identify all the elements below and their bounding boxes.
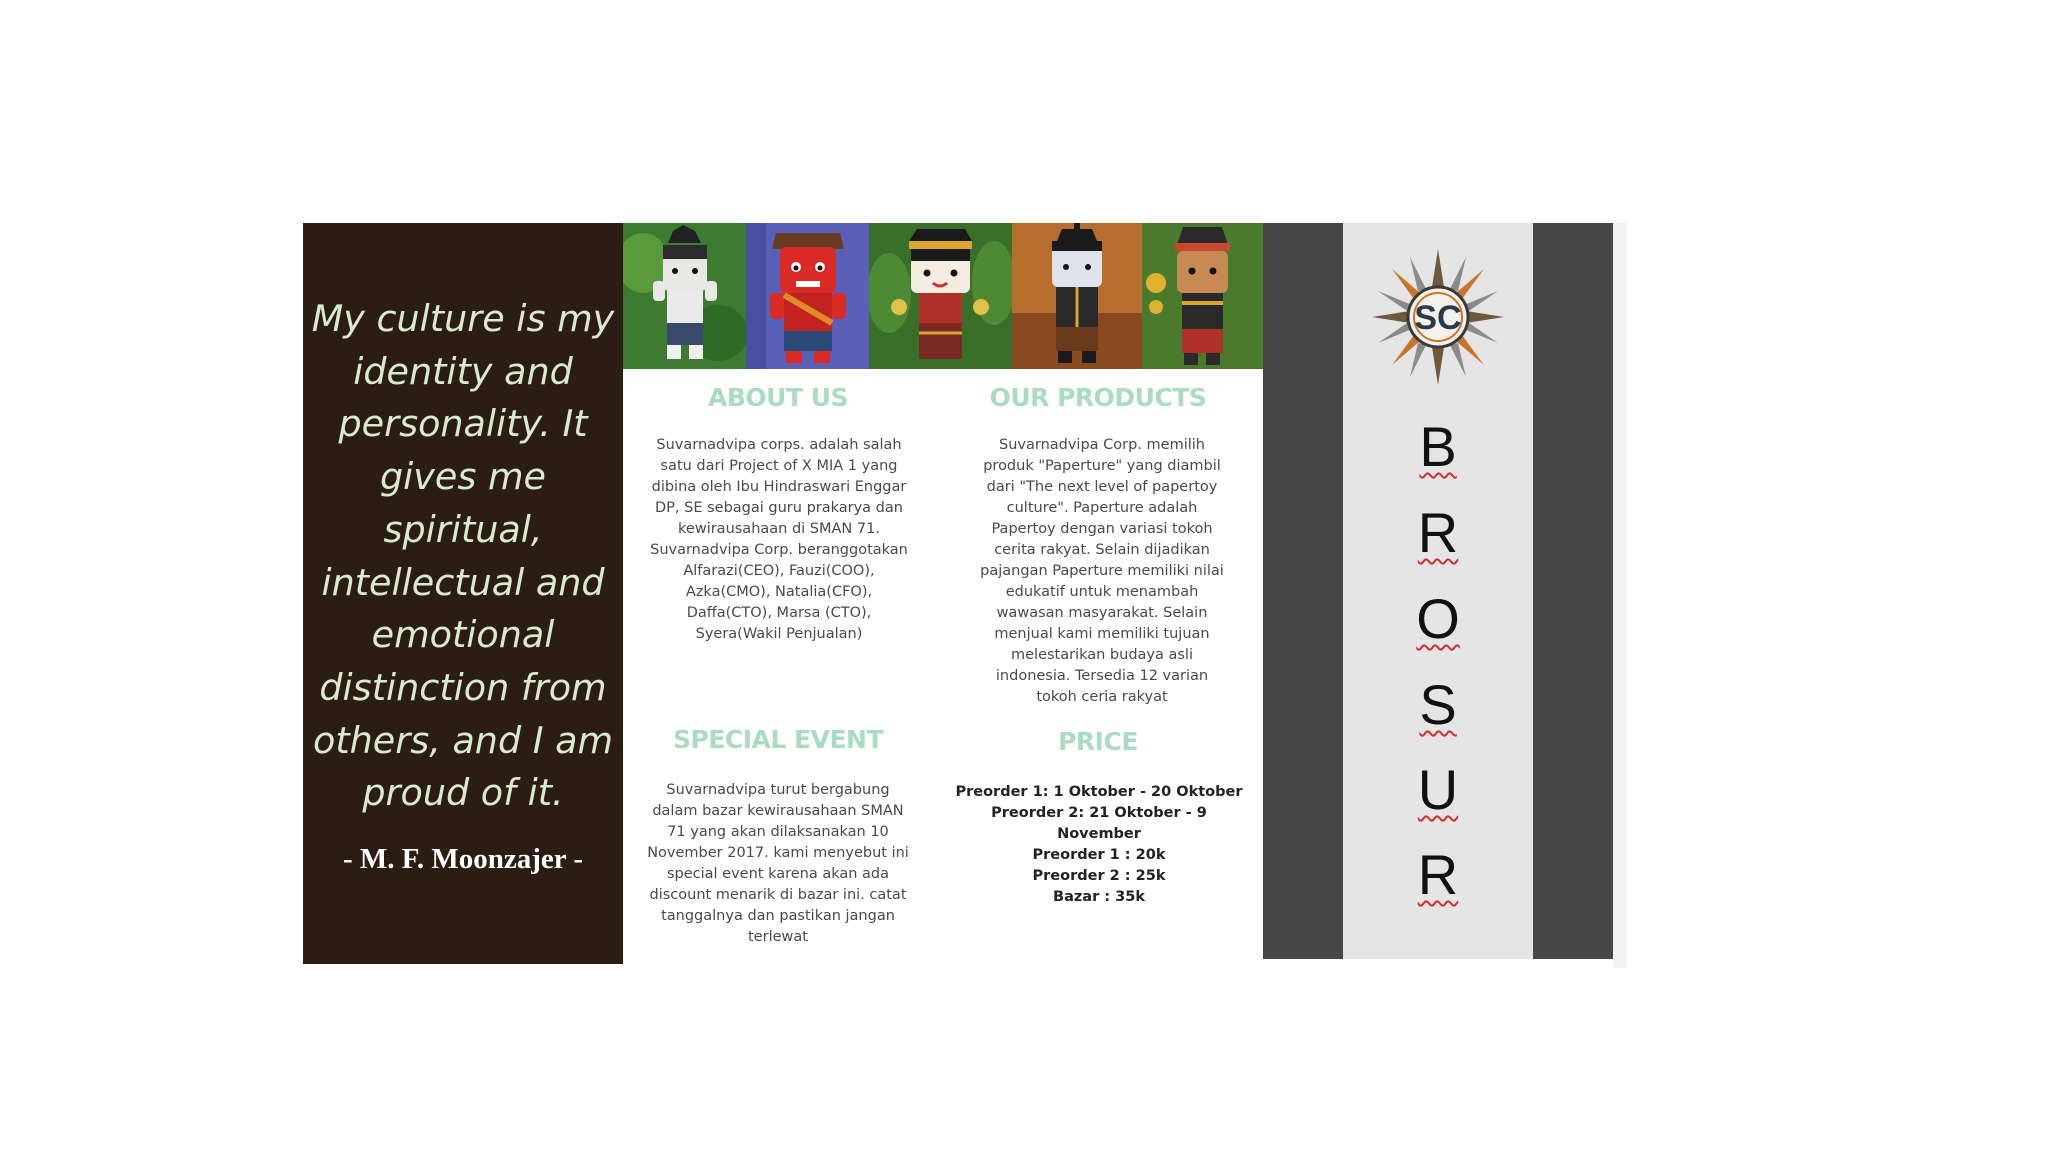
quote-panel bbox=[303, 223, 623, 964]
quote-line: distinction from bbox=[319, 665, 607, 709]
text-line: pajangan Paperture memiliki nilai bbox=[980, 563, 1224, 579]
brosur-letter: B bbox=[1419, 415, 1457, 478]
sc-logo-text: SC bbox=[1414, 299, 1462, 337]
papertoy-figure-image bbox=[746, 223, 869, 369]
text-line: menjual kami memiliki tujuan bbox=[994, 626, 1210, 642]
text-line: cerita rakyat. Selain dijadikan bbox=[994, 542, 1210, 558]
special-event-text bbox=[623, 780, 933, 948]
text-line: Alfarazi(CEO), Fauzi(COO), bbox=[683, 563, 875, 579]
text-line: discount menarik di bazar ini. catat bbox=[649, 887, 907, 903]
text-line: 71 yang akan dilaksanakan 10 bbox=[667, 824, 889, 840]
quote-author: - M. F. Moonzajer - bbox=[343, 843, 583, 875]
quote-line: emotional bbox=[371, 613, 555, 657]
quote-text bbox=[311, 293, 615, 820]
text-line: Suvarnadvipa Corp. memilih bbox=[999, 437, 1205, 453]
papertoy-figure-image bbox=[1142, 223, 1263, 369]
info-panel bbox=[623, 223, 1263, 964]
text-line: tokoh ceria rakyat bbox=[1036, 689, 1168, 705]
text-line: tanggalnya dan pastikan jangan bbox=[661, 908, 895, 924]
brosur-letter: S bbox=[1419, 673, 1457, 736]
text-line: Preorder 1 : 20k bbox=[1032, 847, 1166, 863]
text-line: November bbox=[1057, 826, 1141, 842]
quote-line: gives me bbox=[380, 455, 546, 499]
back-panel-right bbox=[1533, 223, 1613, 959]
back-panel-left bbox=[1263, 223, 1343, 959]
text-line: Preorder 1: 1 Oktober - 20 Oktober bbox=[955, 784, 1243, 800]
text-line: dibina oleh Ibu Hindraswari Enggar bbox=[651, 479, 907, 495]
quote-line: identity and bbox=[353, 349, 573, 393]
text-line: DP, SE sebagai guru prakarya dan bbox=[655, 500, 903, 516]
our-products-heading: OUR PRODUCTS bbox=[989, 383, 1207, 412]
about-us-text bbox=[629, 435, 929, 645]
text-line: Preorder 2: 21 Oktober - 9 bbox=[991, 805, 1207, 821]
text-line: Suvarnadvipa turut bergabung bbox=[666, 782, 890, 798]
brosur-letter: U bbox=[1417, 758, 1459, 821]
text-line: Azka(CMO), Natalia(CFO), bbox=[685, 584, 873, 600]
text-line: produk "Paperture" yang diambil bbox=[983, 458, 1221, 474]
text-line: November 2017. kami menyebut ini bbox=[647, 845, 909, 861]
text-line: satu dari Project of X MIA 1 yang bbox=[660, 458, 898, 474]
quote-line: spiritual, bbox=[383, 507, 543, 551]
quote-line: My culture is my bbox=[311, 297, 615, 340]
text-line: special event karena akan ada bbox=[666, 866, 890, 882]
text-line: Syera(Wakil Penjualan) bbox=[695, 626, 863, 642]
price-text bbox=[941, 782, 1257, 908]
text-line: Daffa(CTO), Marsa (CTO), bbox=[686, 605, 872, 621]
papertoy-figure-image bbox=[1012, 223, 1142, 369]
brosur-letter: R bbox=[1417, 843, 1459, 906]
sc-logo bbox=[1370, 247, 1506, 387]
text-line: kewirausahaan di SMAN 71. bbox=[678, 521, 880, 537]
papertoy-figure-image bbox=[623, 223, 746, 369]
papertoy-banner bbox=[623, 223, 1263, 369]
text-line: indonesia. Tersedia 12 varian bbox=[995, 668, 1209, 684]
text-line: Papertoy dengan variasi tokoh bbox=[991, 521, 1213, 537]
quote-line: proud of it. bbox=[362, 771, 564, 815]
text-line: Bazar : 35k bbox=[1053, 889, 1145, 905]
text-line: Preorder 2 : 25k bbox=[1032, 868, 1166, 884]
brosur-letter: O bbox=[1416, 587, 1460, 650]
text-line: dalam bazar kewirausahaan SMAN bbox=[652, 803, 904, 819]
text-line: Suvarnadvipa Corp. beranggotakan bbox=[650, 542, 908, 558]
text-line: Suvarnadvipa corps. adalah salah bbox=[656, 437, 902, 453]
panel-shadow-edge bbox=[1613, 223, 1627, 968]
quote-line: others, and I am bbox=[312, 718, 614, 762]
quote-line: intellectual and bbox=[321, 560, 605, 604]
quote-line: personality. It bbox=[338, 402, 588, 446]
text-line: melestarikan budaya asli bbox=[1011, 647, 1193, 663]
text-line: terlewat bbox=[748, 929, 808, 945]
price-heading: PRICE bbox=[1058, 727, 1138, 756]
text-line: dari "The next level of papertoy bbox=[986, 479, 1218, 495]
cover-panel bbox=[1343, 223, 1533, 959]
about-us-heading: ABOUT US bbox=[707, 383, 849, 412]
text-line: culture". Paperture adalah bbox=[1006, 500, 1198, 516]
text-line: edukatif untuk menambah bbox=[1005, 584, 1199, 600]
text-line: wawasan masyarakat. Selain bbox=[996, 605, 1208, 621]
special-event-heading: SPECIAL EVENT bbox=[672, 725, 884, 754]
brosur-letter: R bbox=[1417, 501, 1459, 564]
papertoy-figure-image bbox=[869, 223, 1012, 369]
our-products-text bbox=[949, 435, 1255, 708]
